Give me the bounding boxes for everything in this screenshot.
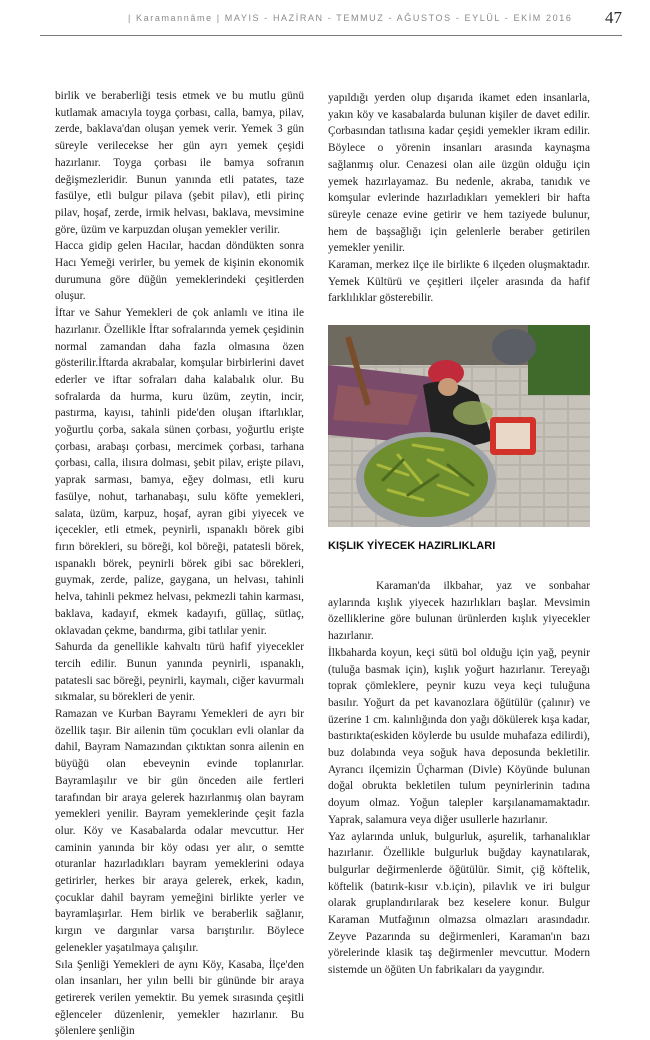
page-number: 47	[605, 8, 622, 27]
paragraph: Sahurda da genellikle kahvaltı türü hafif yiyecekler tercih edilir. Bunun yanında peynirli, ıspanaklı, patatesli sac böreği, peynirli, kaymalı, ciğer kavurmalı sıkmalar, su börekleri de yenir.	[55, 641, 304, 704]
paragraph: Ramazan ve Kurban Bayramı Yemekleri de ayrı bir özellik taşır. Bir ailenin tüm çocukları evli olanlar da dahil, Bayram Namazından çıktıktan sonra ailenin en büyüğü olan ebeveynin evinde toplanırlar. Bayramlaşılır ve bir gün önceden aile fertleri tarafından bir araya gelerek hazırlanmış olan bayram yemekleri yenilir. Bayram yemeklerinde çeşit fazla olur. Köy ve Kasabalarda odalar mevcuttur. Her caminin yanında bir köy odası yer alır, o semtte oturanlar hazırladıkları bayram yemeklerini odaya getirirler, herkes bir araya gelerek, erkek, kadın, çocuklar dahil bayram yemeğini birlikte yerler ve bayramlaşırlar. Hem birlik ve beraberlik sağlanır, kırgın ve dargınlar varsa barıştırılır. Böylece gelenekler yaşatılmaya çalışılır.	[55, 708, 304, 954]
paragraph: Karaman, merkez ilçe ile birlikte 6 ilçeden oluşmaktadır. Yemek Kültürü ve çeşitleri ilçeler arasında da hafif farklılıklar gösterebilir.	[328, 259, 590, 305]
paragraph: birlik ve beraberliği tesis etmek ve bu mutlu günü kutlamak amacıyla toyga çorbası, calla, bamya, pilav, zerde, baklava'dan oluşan yemek verir. Yemek 3 gün süreyle verilecekse her gün ayrı yemek çeşidi hazırlanır. Toyga çorbası ile bamya sofranın değişmezleridir. Bunun yanında etli patates, taze fasülye, etli bulgur pilava (şebit pilav), etli pirinç pilav, hoşaf, zerde, irmik helvası, baklava, mevsimine göre, üzüm ve karpuzdan oluşan yemekler verilir.	[55, 90, 304, 236]
right-column-bottom	[328, 578, 590, 979]
paragraph: Karaman'da ilkbahar, yaz ve sonbahar aylarında kışlık yiyecek hazırlıkları başlar. Mevsimin özelliklerine göre bulunan ürünlerden kışlık yiyecekler hazırlanır.	[328, 580, 590, 643]
left-column	[55, 88, 304, 1040]
section-title: KIŞLIK YİYECEK HAZIRLIKLARI	[328, 540, 496, 552]
paragraph: yapıldığı yerden olup dışarıda ikamet eden insanlarla, yakın köy ve kasabalarda bulunan kişiler de davet edilir. Çorbasından tatlısına kadar çeşidi yemekler ikram edilir. Böylece o yörenin insanları arasında kaynaşma sağlanmış olur. Cenazesi olan aile üzgün olduğu için yemek hazırlayamaz. Bu nedenle, akraba, tanıdık ve komşular evlerinde hazırladıkları yemekleri bir hafta süreyle cenaze evine getirir ve hem taziyede bulunur, hem de başsağlığı için gelenlerle beraber getirilen yemekler yenilir.	[328, 92, 590, 255]
page-header	[40, 8, 622, 36]
right-column-top	[328, 90, 590, 307]
paragraph: Sıla Şenliği Yemekleri de aynı Köy, Kasaba, İlçe'den olan insanları, her yılın belli bir gününde bir araya getirerek verilen yemektir. Bu yemek sırasında çeşitli eğlenceler düzenlenir, yemekler hazırlanır. Bu şölenlere şenliğin	[55, 958, 304, 1038]
paragraph: Hacca gidip gelen Hacılar, hacdan döndükten sonra Hacı Yemeği verirler, bu yemek de kişinin ekonomik durumuna göre düğün yemeklerindeki çeşitlerden oluşur.	[55, 240, 304, 303]
photo-woman-preparing-peppers	[328, 325, 590, 527]
paragraph: İftar ve Sahur Yemekleri de çok anlamlı ve itina ile hazırlanır. Özellikle İftar sofralarında yemek çeşidinin normal zamandan daha fazla olmasına özen gösterilir.İftarda akrabalar, komşular birbirlerini davet ederler ve iftar sofraları daha kalabalık olur. Bu sofralarda da hurma, kuru üzüm, zeytin, incir, pastırma, kayısı, tahinli pide'den oluşan iftarlıklar, yoğurtlu çorba, sakala sünen çorbası, yoğurtlu erişte çorbası, arabaşı çorbası, mercimek çorbası, tarhana çorbası, calla, ilısıra dolması, şebit pilav, erişte pilavı, yaprak sarması, bamya, eğey dolması, etli kuru fasülye, nohut, tarhanabaşı, sulu köfte yemekleri, salata, üzüm, karpuz, hoşaf, ayran gibi yiyecek ve içecekler, etli etmek, peynirli, ıspanaklı börek gibi fırın börekleri, su böreği, kol böreği, patatesli börek, ıspanaklı börek, peynirli börek gibi sac börekleri, guymak, zerde, palize, gaygana, un helvası, tahinli helva, tahinli pekmez helvası, pekmezli tahin karması, baklava, kadayıf, ekmek kadayıfı, güllaç, sütlaç, oklavadan çekme, bandırma, gibi tatlılar yenir.	[55, 307, 304, 637]
header-rule	[40, 35, 622, 36]
magazine-title: | Karamannâme | MAYIS - HAZİRAN - TEMMUZ - AĞUSTOS - EYLÜL - EKİM 2016	[128, 13, 573, 23]
paragraph: Yaz aylarında unluk, bulgurluk, aşurelik, tarhanalıklar hazırlanır. Özellikle bulgurluk buğday kaynatılarak, bulgurlar değirmenlerde öğütülür. Simit, çiğ köftelik, köftelik (batırık-kısır v.b.için), pilavlık ve iri bulgur olarak gruplandırılarak bez keselere konur. Bulgur Karaman Mutfağının olmazsa olmazları arasındadır. Zeyve Pazarında su değirmenleri, Karaman'ın bazı yörelerinde klasik taş değirmenler mevcuttur. Modern sistemde un öğüten Un fabrikaları da yaygındır.	[328, 830, 590, 977]
paragraph: İlkbaharda koyun, keçi sütü bol olduğu için yağ, peynir (tuluğa basmak için), kışlık yoğurt hazırlanır. Tereyağı toprak çömleklere, peynir kuzu veya keçi tuluğuna basılır. Yoğurt da pet kavanozlara öğütülür (çalınır) ve üzerine 1 cm. kalınlığında don yağı dökülerek kışa kadar, bastırıkta(eskiden köylerde bu usulde muhafaza edilirdi), buz dolabında veya soğuk hava deposunda bekletilir. Ayrancı ilçemizin Üçharman (Divle) Köyünde bulunan doğal obrukta bekletilen tulum peynirlerinin tadına doyum olmaz. Yoğun talepler karşılanamamaktadır. Yaprak, salamura veya diğer usullerle hazırlanır.	[328, 646, 590, 826]
